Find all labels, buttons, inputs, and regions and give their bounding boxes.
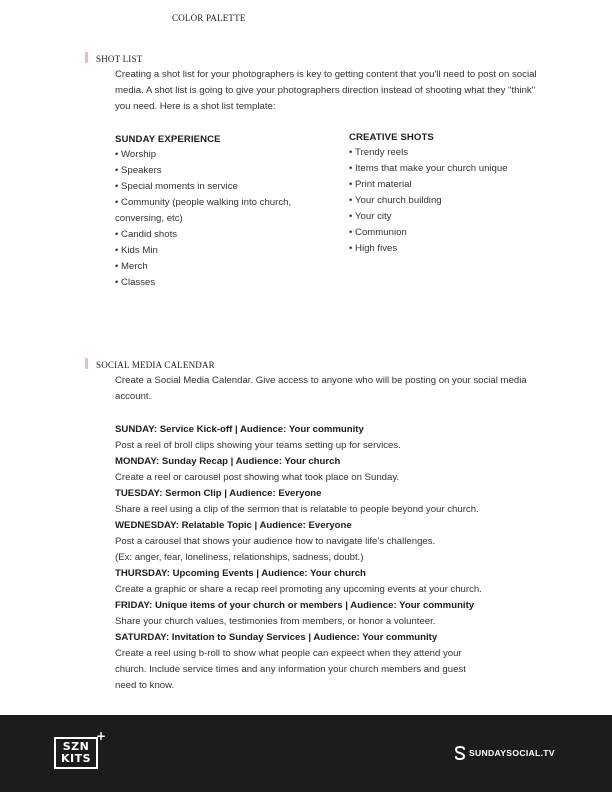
sunday-experience-heading: SUNDAY EXPERIENCE	[115, 134, 221, 145]
list-item: • Speakers	[115, 163, 295, 179]
list-item: • Special moments in service	[115, 179, 295, 195]
list-item: • Candid shots	[115, 227, 295, 243]
thursday-heading: THURSDAY: Upcoming Events | Audience: Your church	[115, 568, 366, 579]
saturday-heading: SATURDAY: Invitation to Sunday Services | Audience: Your community	[115, 632, 438, 643]
sunday-heading: SUNDAY: Service Kick-off | Audience: Your community	[115, 424, 364, 435]
list-item: • Your city	[349, 209, 509, 225]
szn-plus-icon: +	[96, 729, 107, 743]
sunday-experience-list	[115, 147, 295, 291]
list-item: • Your church building	[349, 193, 509, 209]
calendar-intro: Create a Social Media Calendar. Give access to anyone who will be posting on your social media account.	[115, 375, 527, 402]
tuesday-heading: TUESDAY: Sermon Clip | Audience: Everyone	[115, 488, 322, 499]
friday-heading: FRIDAY: Unique items of your church or members | Audience: Your community	[115, 600, 475, 611]
page-header-title: COLOR PALETTE	[172, 13, 246, 23]
list-item: • Merch	[115, 259, 295, 275]
list-item: • Community (people walking into church, conversing, etc)	[115, 195, 295, 227]
saturday-text-3: need to know.	[115, 680, 175, 691]
sunday-social-logo	[454, 746, 555, 760]
creative-shots-list	[349, 145, 509, 257]
sunday-text: Post a reel of broll clips showing your teams setting up for services.	[115, 440, 401, 451]
creative-shots-heading: CREATIVE SHOTS	[349, 132, 434, 143]
shot-list-marker	[85, 52, 88, 63]
list-item: • Print material	[349, 177, 509, 193]
saturday-text: Create a reel using b-roll to show what people can expeect when they attend your	[115, 648, 462, 659]
sunday-s-icon	[454, 746, 466, 760]
list-item: • Communion	[349, 225, 509, 241]
list-item: • Classes	[115, 275, 295, 291]
monday-heading: MONDAY: Sunday Recap | Audience: Your church	[115, 456, 341, 467]
wednesday-text: Post a carousel that shows your audience how to navigate life's challenges.	[115, 536, 436, 547]
friday-text: Share your church values, testimonies from members, or honor a volunteer.	[115, 616, 436, 627]
calendar-marker	[85, 358, 88, 369]
szn-logo-line1: SZN	[62, 740, 90, 753]
wednesday-heading: WEDNESDAY: Relatable Topic | Audience: Everyone	[115, 520, 352, 531]
list-item: • High fives	[349, 241, 509, 257]
calendar-title: SOCIAL MEDIA CALENDAR	[96, 360, 215, 370]
szn-kits-logo	[54, 737, 98, 769]
list-item: • Items that make your church unique	[349, 161, 509, 177]
shot-list-intro: Creating a shot list for your photographers is key to getting content that you'll need to post on social media. A shot list is going to give your photographers direction instead of shooting what they "think" you need. Here is a shot list template:	[115, 69, 537, 112]
thursday-text: Create a graphic or share a recap reel promoting any upcoming events at your church.	[115, 584, 482, 595]
saturday-text-2: church. Include service times and any information your church members and guest	[115, 664, 466, 675]
tuesday-text: Share a reel using a clip of the sermon that is relatable to people beyond your church.	[115, 504, 479, 515]
szn-logo-line2: KITS	[60, 752, 92, 765]
wednesday-text-2: (Ex: anger, fear, loneliness, relationships, sadness, doubt.)	[115, 552, 364, 563]
list-item: • Trendy reels	[349, 145, 509, 161]
list-item: • Kids Min	[115, 243, 295, 259]
list-item: • Worship	[115, 147, 295, 163]
monday-text: Create a reel or carousel post showing what took place on Sunday.	[115, 472, 400, 483]
shot-list-title: SHOT LIST	[96, 54, 143, 64]
sunday-social-text: SUNDAYSOCIAL.TV	[469, 748, 555, 758]
calendar-days	[115, 422, 555, 694]
